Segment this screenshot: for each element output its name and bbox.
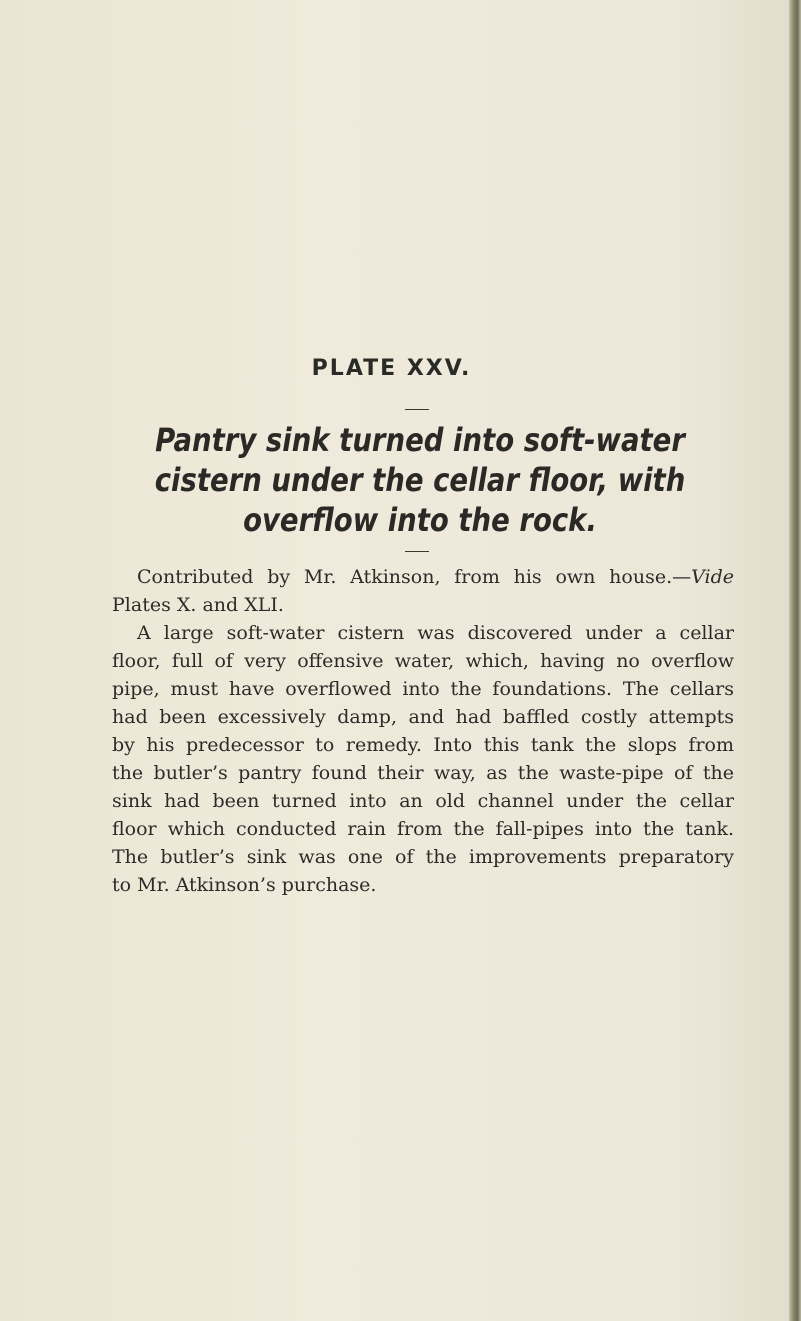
- text-line: floor which conducted rain from the fall-pipes into the tank.: [112, 818, 734, 840]
- text-line: had been excessively damp, and had baffled costly attempts: [112, 706, 734, 728]
- attribution-vide: Vide: [691, 566, 734, 588]
- text-line: A large soft-water cistern was discovered under a cellar: [137, 622, 734, 644]
- text-line: to Mr. Atkinson’s purchase.: [112, 874, 377, 896]
- text-line: floor, full of very offensive water, which, having no overflow: [112, 650, 734, 672]
- text-line: [112, 563, 734, 591]
- text-line: Plates X. and XLI.: [112, 594, 284, 616]
- text-line: the butler’s pantry found their way, as the waste-pipe of the: [112, 762, 734, 784]
- text-line: sink had been turned into an old channel under the cellar: [112, 790, 734, 812]
- plate-heading: PLATE XXV.: [311, 356, 472, 381]
- text-line: pipe, must have overflowed into the foundations. The cellars: [112, 678, 734, 700]
- heading-rule: [405, 409, 429, 410]
- caption-rule: [405, 551, 429, 552]
- attribution-text: Contributed by Mr. Atkinson, from his own house.—: [137, 566, 692, 588]
- text-line: The butler’s sink was one of the improvements preparatory: [112, 846, 734, 868]
- text-line: by his predecessor to remedy. Into this tank the slops from: [112, 734, 734, 756]
- body-text: [112, 563, 734, 899]
- page-edge: [789, 0, 801, 1321]
- paragraph-description: [112, 619, 734, 899]
- plate-caption: Pantry sink turned into soft-water cistern under the cellar floor, with overflow into the rock.: [154, 421, 686, 539]
- paragraph-attribution: [112, 563, 734, 619]
